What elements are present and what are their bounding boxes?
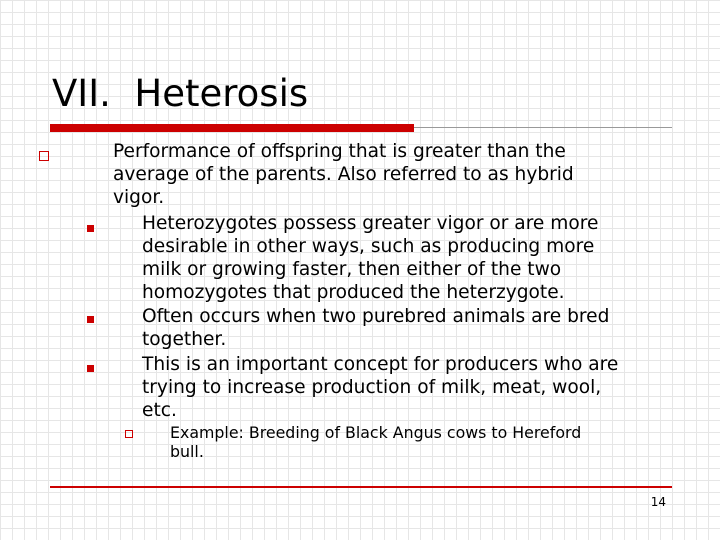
bullet-text-line: This is an important concept for producers who are — [142, 354, 619, 375]
hollow-square-icon — [39, 151, 49, 161]
bullet-text-line: Heterozygotes possess greater vigor or are more — [142, 213, 599, 234]
bullet-text-line: Performance of offspring that is greater than the — [113, 141, 566, 162]
bullet-text-line: Often occurs when two purebred animals are bred — [142, 306, 610, 327]
title-accent-bar — [50, 124, 414, 132]
bullet-text-line: homozygotes that produced the heterzygote. — [142, 282, 565, 303]
footer-divider — [50, 486, 672, 488]
bullet-text-line: etc. — [142, 400, 177, 421]
bullet-text-line: vigor. — [113, 187, 165, 208]
page-number: 14 — [650, 495, 666, 509]
bullet-text-line: average of the parents. Also referred to as hybrid — [113, 164, 574, 185]
filled-square-icon — [87, 225, 94, 232]
bullet-text-line: desirable in other ways, such as producing more — [142, 236, 595, 257]
bullet-text-line: Example: Breeding of Black Angus cows to Hereford — [170, 423, 582, 442]
bullet-text-line: trying to increase production of milk, meat, wool, — [142, 377, 602, 398]
title-divider-line — [414, 127, 672, 128]
slide-title: VII. Heterosis — [52, 72, 309, 115]
filled-square-icon — [87, 316, 94, 323]
bullet-text-line: bull. — [170, 442, 204, 461]
filled-square-icon — [87, 365, 94, 372]
bullet-text-line: together. — [142, 329, 227, 350]
bullet-text-line: milk or growing faster, then either of the two — [142, 259, 562, 280]
hollow-square-icon — [125, 430, 133, 438]
